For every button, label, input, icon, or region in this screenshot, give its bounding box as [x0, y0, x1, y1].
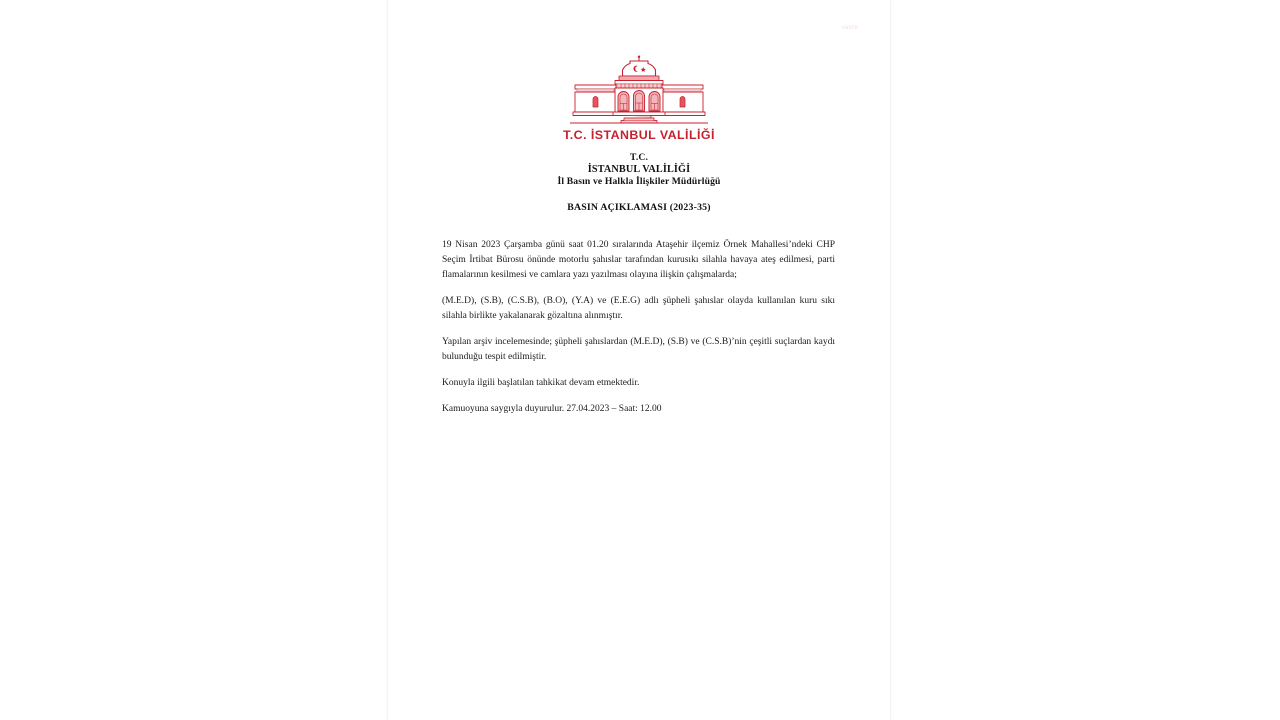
press-release-body — [442, 238, 835, 417]
document-page — [388, 0, 890, 720]
paragraph-records: Yapılan arşiv incelemesinde; şüpheli şahıslardan (M.E.D), (S.B) ve (C.S.B)’nin çeşitli suçlardan kaydı bulunduğu tespit edilmiştir. — [442, 337, 835, 362]
paragraph-signoff: Kamuoyuna saygıyla duyurulur. 27.04.2023 – Saat: 12.00 — [442, 404, 662, 414]
paragraph-incident: 19 Nisan 2023 Çarşamba günü saat 01.20 sıralarında Ataşehir ilçemiz Örnek Mahallesi’ndeki CHP Seçim İrtibat Bürosu önünde motorlu şahıslar tarafından kurusıkı silahla havaya ateş edilmesi, parti flamalarının kesilmesi ve camlara yazı yazılması olayına ilişkin çalışmalarda; — [442, 240, 835, 280]
istanbul-governorship-building-emblem-icon — [563, 55, 715, 127]
heading-line-country: T.C. — [629, 152, 648, 163]
paragraph-investigation: Konuyla ilgili başlatılan tahkikat devam etmektedir. — [442, 378, 640, 388]
corner-watermark: valilik — [841, 25, 859, 31]
logo-wordmark: T.C. İSTANBUL VALİLİĞİ — [563, 128, 715, 142]
heading-line-directorate: İl Basın ve Halkla İlişkiler Müdürlüğü — [557, 176, 721, 188]
logo-block — [388, 55, 890, 142]
organisation-heading — [388, 152, 890, 188]
paragraph-suspects: (M.E.D), (S.B), (C.S.B), (B.O), (Y.A) ve (E.E.G) adlı şüpheli şahıslar olayda kullanılan kuru sıkı silahla birlikte yakalanarak gözaltına alınmıştır. — [442, 296, 835, 321]
heading-line-governorship: İSTANBUL VALİLİĞİ — [587, 163, 691, 175]
press-release-title: BASIN AÇIKLAMASI (2023-35) — [567, 202, 711, 213]
